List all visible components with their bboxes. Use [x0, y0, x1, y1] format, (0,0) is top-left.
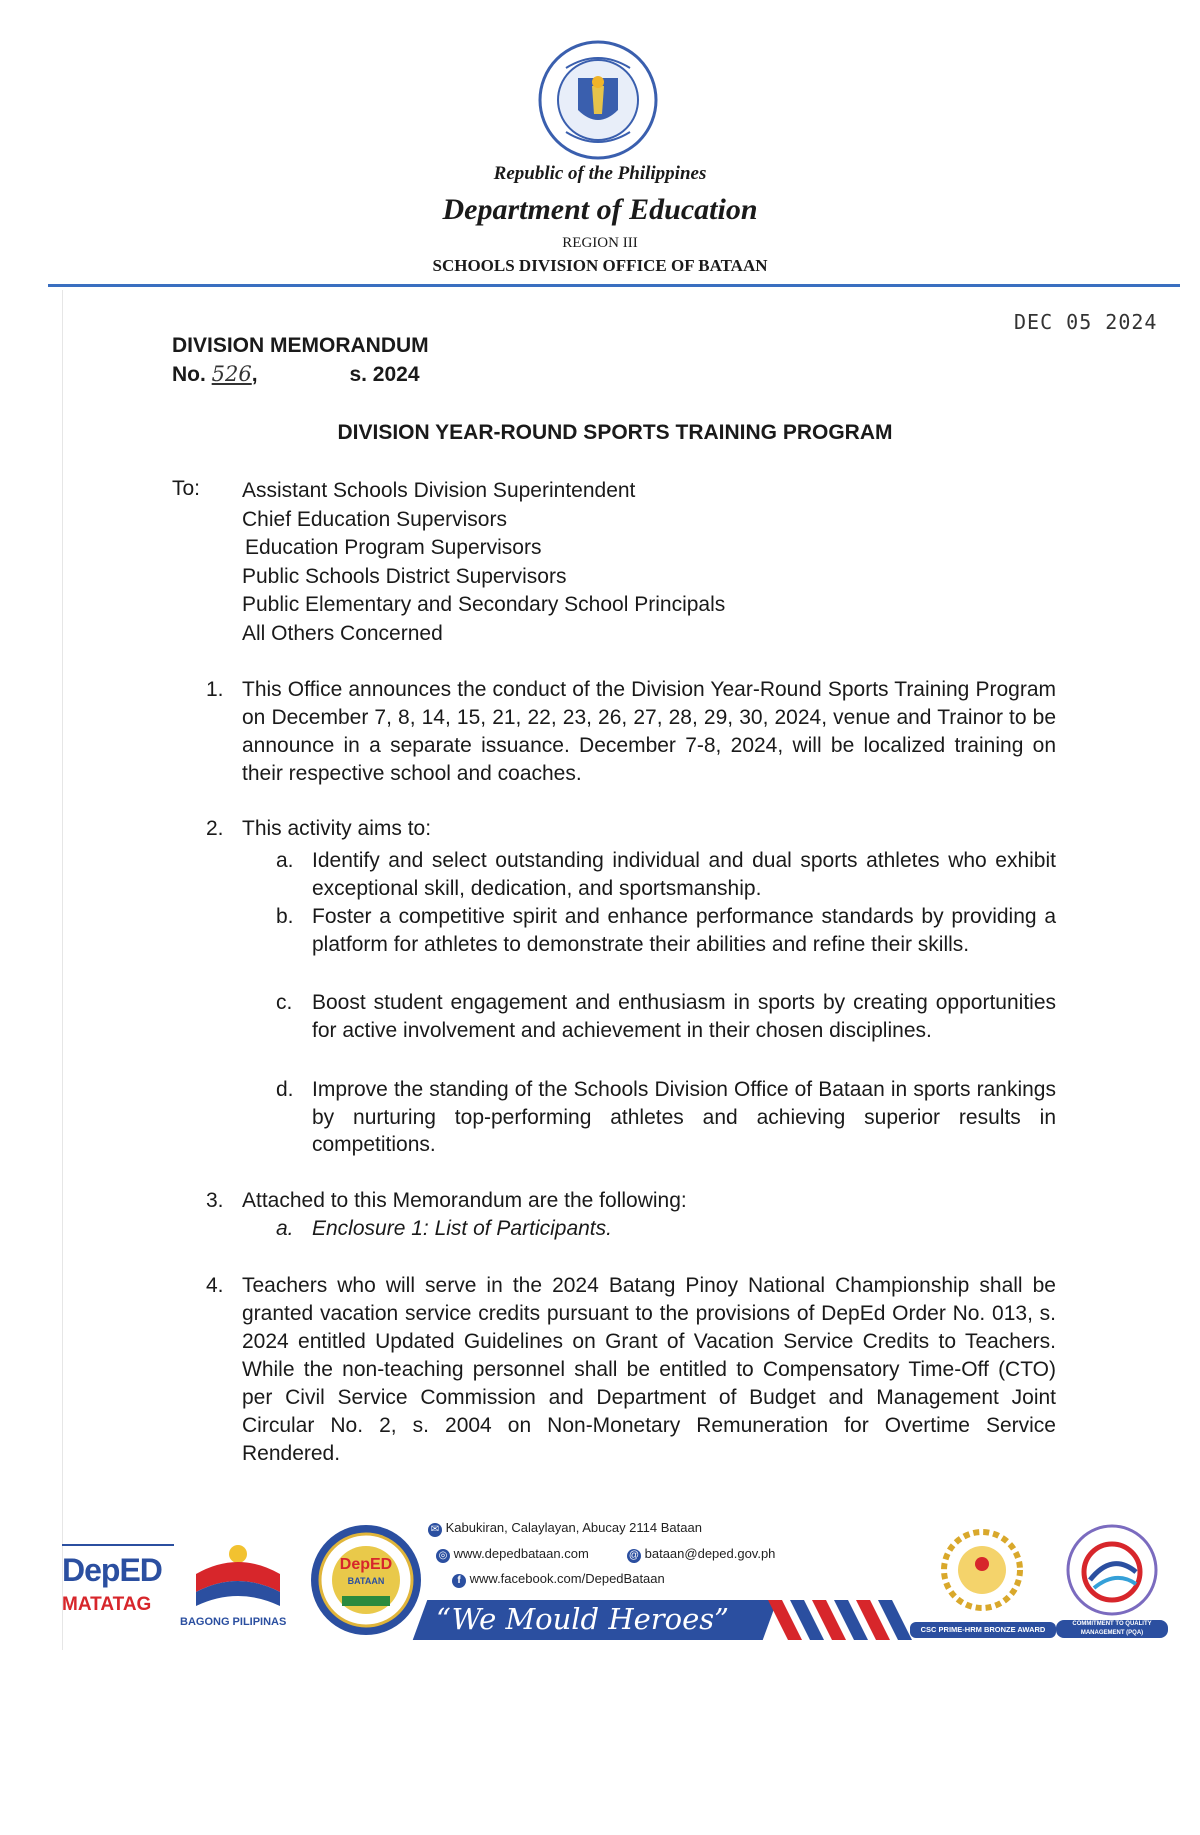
recipient: Chief Education Supervisors	[242, 507, 507, 531]
pqa-award-icon	[1064, 1522, 1160, 1618]
recipient: Public Schools District Supervisors	[242, 564, 567, 588]
office-line: SCHOOLS DIVISION OFFICE OF BATAAN	[432, 256, 768, 275]
item-text: Teachers who will serve in the 2024 Batang Pinoy National Championship shall be granted vacation service credits pursuant to the provisions of DepEd Order No. 013, s. 2024 entitled Updated Guidelines on Grant of Vacation Service Credits to Teachers. While the non-teaching personnel shall be entitled to Compensatory Time-Off (CTO) per Civil Service Commission and Department of Budget and Management Joint Circular No. 2, s. 2004 on Non-Monetary Remuneration for Overtime Service Rendered.	[242, 1274, 1056, 1465]
attachment-letter: a.	[276, 1217, 294, 1240]
at-icon: @	[628, 1550, 640, 1561]
item-number: 1.	[206, 678, 224, 701]
address-text: Kabukiran, Calaylayan, Abucay 2114 Bataan	[445, 1520, 702, 1535]
deped-logo: DepED	[62, 1552, 162, 1588]
recipient: Public Elementary and Secondary School Principals	[242, 593, 726, 616]
memo-title: DIVISION YEAR-ROUND SPORTS TRAINING PROGRAM	[337, 421, 893, 444]
region-line: REGION III	[562, 235, 638, 251]
award1-label: CSC PRIME-HRM BRONZE AWARD	[910, 1622, 1056, 1638]
item-text: This Office announces the conduct of the Division Year-Round Sports Training Program on December 7, 8, 14, 15, 21, 22, 23, 26, 27, 28, 29, 30, 2024, venue and Trainor to be announce in a separate issuance. December 7-8, 2024, will be localized training on their respective school and coaches.	[242, 678, 1056, 785]
tagline-text: “We Mould Heroes”	[436, 1602, 729, 1636]
aim-letter: a.	[276, 849, 294, 872]
department-name: Department of Education	[442, 193, 758, 226]
bagong-pilipinas-icon	[190, 1540, 286, 1610]
recipient: Assistant Schools Division Superintendent	[242, 479, 636, 502]
globe-icon: ◎	[436, 1549, 450, 1563]
facebook-row	[452, 1571, 665, 1588]
memo-item-1	[206, 676, 1056, 788]
website-row	[436, 1546, 589, 1563]
memo-number-line: No. 526, s. 2024	[172, 362, 420, 386]
memo-item-2	[206, 815, 1056, 843]
attachment-text: Enclosure 1: List of Participants.	[312, 1217, 612, 1240]
recipient: Education Program Supervisors	[245, 536, 542, 559]
to-label: To:	[172, 477, 201, 500]
stripes-decoration	[768, 1600, 916, 1640]
website-text[interactable]: www.depedbataan.com	[453, 1546, 589, 1561]
memo-type: DIVISION MEMORANDUM	[172, 334, 429, 357]
deped-seal-icon	[536, 38, 660, 162]
division-logo-text: DepED	[339, 1556, 393, 1573]
address-row	[428, 1520, 702, 1537]
item-number: 4.	[206, 1274, 224, 1297]
facebook-text[interactable]: www.facebook.com/DepedBataan	[469, 1571, 665, 1586]
memo-no-value: 526	[211, 362, 252, 386]
memo-no-label: No.	[172, 363, 206, 386]
scan-margin-line	[62, 290, 63, 1650]
facebook-icon: f	[452, 1574, 466, 1588]
division-logo-sub: BATAAN	[347, 1576, 385, 1586]
aim-d	[276, 1076, 1056, 1159]
item-text: Attached to this Memorandum are the following:	[242, 1189, 687, 1212]
item-number: 3.	[206, 1189, 224, 1212]
memo-series: s. 2024	[349, 363, 420, 386]
aim-letter: b.	[276, 905, 294, 928]
header-divider	[48, 284, 1180, 287]
attachment-a	[276, 1215, 1056, 1243]
recipient: All Others Concerned	[242, 621, 443, 645]
footer	[0, 1508, 1200, 1638]
award-wreath-icon	[936, 1526, 1028, 1614]
aim-text: Boost student engagement and enthusiasm in sports by creating opportunities for active involvement and achievement in their chosen disciplines.	[312, 991, 1056, 1042]
matatag-logo: MATATAG	[62, 1594, 152, 1615]
mail-icon: ✉	[428, 1523, 442, 1537]
aim-a	[276, 847, 1056, 902]
email-row	[627, 1546, 775, 1563]
aim-text: Foster a competitive spirit and enhance performance standards by providing a platform for athletes to demonstrate their abilities and refine their skills.	[312, 905, 1056, 956]
email-text[interactable]: bataan@deped.gov.ph	[644, 1546, 776, 1561]
date-stamp: DEC 05 2024	[1014, 310, 1158, 334]
aim-c	[276, 989, 1056, 1044]
footer-rule	[62, 1544, 174, 1546]
aim-letter: c.	[276, 991, 293, 1014]
aim-letter: d.	[276, 1078, 294, 1101]
republic-line: Republic of the Philippines	[493, 163, 707, 184]
item-text: This activity aims to:	[242, 817, 432, 840]
aim-b	[276, 903, 1056, 958]
memo-item-3	[206, 1187, 1056, 1215]
aim-text: Improve the standing of the Schools Division Office of Bataan in sports rankings by nurturing top-performing athletes and achieving superior results in competitions.	[312, 1078, 1056, 1156]
aim-text: Identify and select outstanding individual and dual sports athletes who exhibit exceptional skill, dedication, and sportsmanship.	[312, 849, 1056, 900]
recipient-list	[242, 477, 725, 648]
item-number: 2.	[206, 817, 224, 840]
award2-label: COMMITMENT TO QUALITY MANAGEMENT (PQA)	[1056, 1620, 1168, 1638]
bagong-pilipinas-label: BAGONG PILIPINAS	[180, 1616, 287, 1628]
memo-item-4	[206, 1272, 1056, 1468]
